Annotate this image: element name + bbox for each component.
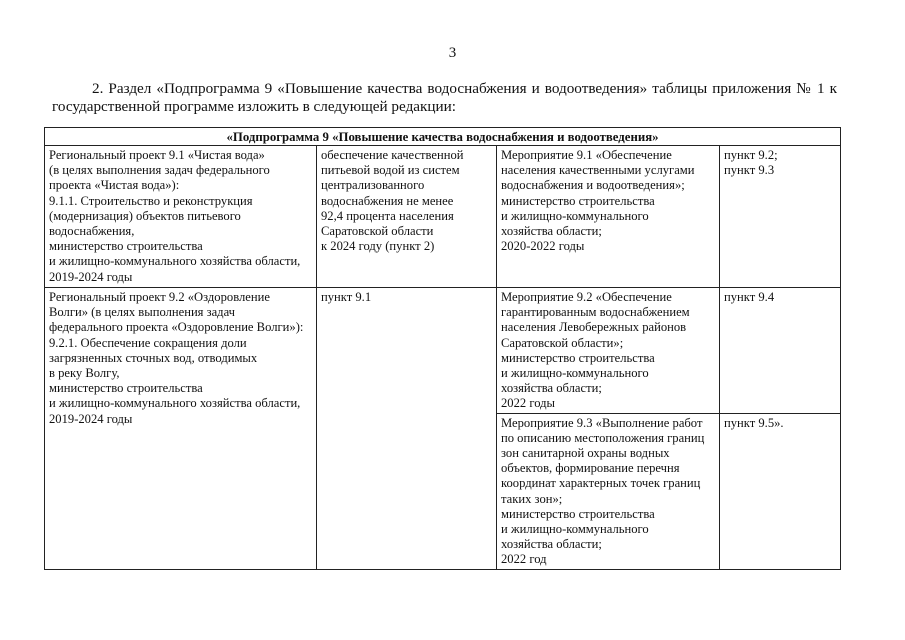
goal-line: Саратовской области bbox=[321, 224, 434, 239]
goal-cell bbox=[317, 146, 497, 288]
indicator-line: пункт 9.2; bbox=[724, 148, 778, 162]
table-title-row bbox=[45, 128, 841, 146]
indicator-line: пункт 9.5». bbox=[724, 415, 784, 430]
project-line: Волги» (в целях выполнения задач bbox=[49, 305, 236, 320]
project-line: 9.1.1. Строительство и реконструкция bbox=[49, 193, 253, 208]
measure-line: и жилищно-коммунального bbox=[501, 208, 649, 223]
indicator-cell bbox=[720, 288, 841, 414]
measure-line: зон санитарной охраны водных bbox=[501, 446, 670, 461]
measure-line: министерство строительства bbox=[501, 350, 655, 365]
measure-line: и жилищно-коммунального bbox=[501, 366, 649, 381]
measure-line: объектов, формирование перечня bbox=[501, 461, 680, 476]
measure-line: населения Левобережных районов bbox=[501, 320, 687, 335]
indicator-line: пункт 9.3 bbox=[724, 163, 775, 178]
measure-line: водоснабжения и водоотведения»; bbox=[501, 178, 685, 193]
goal-cell bbox=[317, 288, 497, 570]
intro-paragraph: 2. Раздел «Подпрограмма 9 «Повышение качества водоснабжения и водоотведения» таблицы приложения № 1 к государственной программе изложить в следующей редакции: bbox=[52, 80, 837, 115]
goal-line: питьевой водой из систем bbox=[321, 163, 460, 178]
project-line: 2019-2024 годы bbox=[49, 269, 133, 284]
project-line: в реку Волгу, bbox=[49, 366, 120, 381]
project-line: министерство строительства bbox=[49, 239, 203, 254]
project-line: федерального проекта «Оздоровление Волги»): bbox=[49, 320, 304, 335]
project-line: (в целях выполнения задач федерального bbox=[49, 163, 270, 178]
project-cell bbox=[45, 146, 317, 288]
project-line: министерство строительства bbox=[49, 381, 203, 396]
measure-line: хозяйства области; bbox=[501, 537, 602, 552]
measure-line: Мероприятие 9.1 «Обеспечение bbox=[501, 148, 672, 162]
measure-line: хозяйства области; bbox=[501, 381, 602, 396]
measure-cell bbox=[497, 288, 720, 414]
table-row bbox=[45, 288, 841, 414]
measure-line: 2020-2022 годы bbox=[501, 239, 585, 254]
measure-line: Саратовской области»; bbox=[501, 335, 624, 350]
measure-cell bbox=[497, 413, 720, 569]
measure-line: Мероприятие 9.3 «Выполнение работ bbox=[501, 415, 703, 430]
indicator-cell bbox=[720, 146, 841, 288]
goal-line: обеспечение качественной bbox=[321, 148, 464, 162]
project-line: и жилищно-коммунального хозяйства области, bbox=[49, 254, 301, 269]
project-line: 9.2.1. Обеспечение сокращения доли bbox=[49, 335, 247, 350]
measure-line: гарантированным водоснабжением bbox=[501, 305, 690, 320]
indicator-line: пункт 9.4 bbox=[724, 290, 775, 304]
measure-line: населения качественными услугами bbox=[501, 163, 695, 178]
goal-line: пункт 9.1 bbox=[321, 290, 372, 304]
project-line: 2019-2024 годы bbox=[49, 411, 133, 426]
measure-line: 2022 год bbox=[501, 552, 547, 567]
page-number: 3 bbox=[448, 45, 457, 61]
table-row bbox=[45, 146, 841, 288]
goal-line: к 2024 году (пункт 2) bbox=[321, 239, 435, 254]
goal-line: 92,4 процента населения bbox=[321, 208, 454, 223]
measure-line: министерство строительства bbox=[501, 193, 655, 208]
project-cell bbox=[45, 288, 317, 570]
measure-line: и жилищно-коммунального bbox=[501, 522, 649, 537]
measure-line: министерство строительства bbox=[501, 506, 655, 521]
indicator-cell bbox=[720, 413, 841, 569]
project-line: и жилищно-коммунального хозяйства области, bbox=[49, 396, 301, 411]
measure-line: координат характерных точек границ bbox=[501, 476, 701, 491]
measure-line: таких зон»; bbox=[501, 491, 563, 506]
goal-line: централизованного bbox=[321, 178, 425, 193]
project-line: проекта «Чистая вода»): bbox=[49, 178, 180, 193]
measure-line: по описанию местоположения границ bbox=[501, 430, 705, 445]
project-line: загрязненных сточных вод, отводимых bbox=[49, 350, 258, 365]
goal-line: водоснабжения не менее bbox=[321, 193, 454, 208]
project-line: (модернизация) объектов питьевого bbox=[49, 208, 241, 223]
table-title: «Подпрограмма 9 «Повышение качества водоснабжения и водоотведения» bbox=[45, 128, 841, 146]
measure-cell bbox=[497, 146, 720, 288]
program-table bbox=[44, 127, 841, 570]
project-line: водоснабжения, bbox=[49, 224, 135, 239]
project-line: Региональный проект 9.1 «Чистая вода» bbox=[49, 148, 265, 162]
project-line: Региональный проект 9.2 «Оздоровление bbox=[49, 290, 270, 304]
measure-line: Мероприятие 9.2 «Обеспечение bbox=[501, 290, 672, 304]
measure-line: хозяйства области; bbox=[501, 224, 602, 239]
measure-line: 2022 годы bbox=[501, 396, 555, 411]
